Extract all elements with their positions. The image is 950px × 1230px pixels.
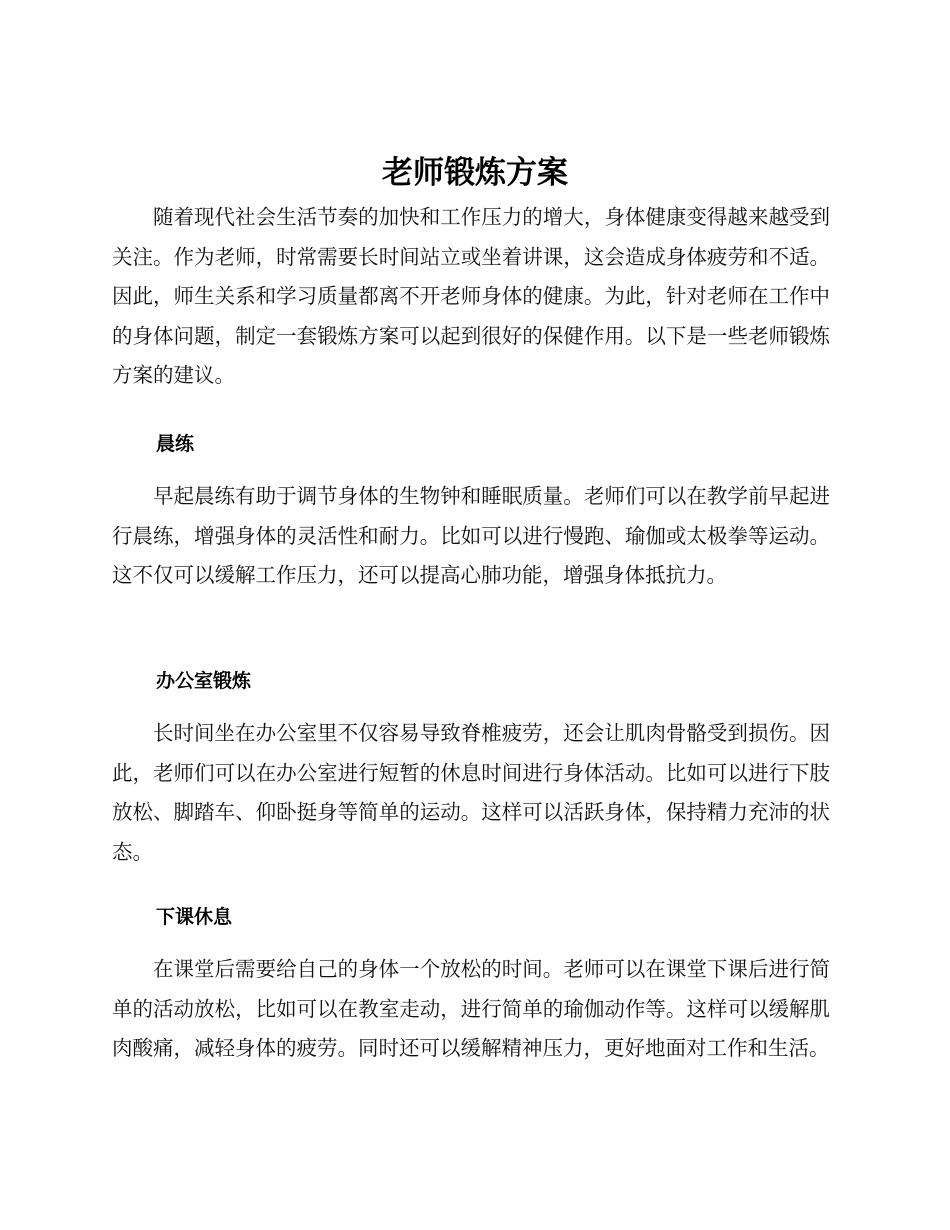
section-paragraph-morning-exercise: 早起晨练有助于调节身体的生物钟和睡眠质量。老师们可以在教学前早起进行晨练，增强身体的灵活性和耐力。比如可以进行慢跑、瑜伽或太极拳等运动。这不仅可以缓解工作压力，还可以提高心肺功能，增强身体抵抗力。 [112, 484, 830, 588]
section-paragraph-office-exercise: 长时间坐在办公室里不仅容易导致脊椎疲劳，还会让肌肉骨骼受到损伤。因此，老师们可以在办公室进行短暂的休息时间进行身体活动。比如可以进行下肢放松、脚踏车、仰卧挺身等简单的运动。这样可以活跃身体，保持精力充沛的状态。 [112, 721, 830, 864]
intro-paragraph: 随着现代社会生活节奏的加快和工作压力的增大，身体健康变得越来越受到关注。作为老师，时常需要长时间站立或坐着讲课，这会造成身体疲劳和不适。因此，师生关系和学习质量都离不开老师身体的健康。为此，针对老师在工作中的身体问题，制定一套锻炼方案可以起到很好的保健作用。以下是一些老师锻炼方案的建议。 [112, 205, 830, 388]
section-paragraph-after-class-rest: 在课堂后需要给自己的身体一个放松的时间。老师可以在课堂下课后进行简单的活动放松，比如可以在教室走动，进行简单的瑜伽动作等。这样可以缓解肌肉酸痛，减轻身体的疲劳。同时还可以缓解精神压力，更好地面对工作和生活。 [112, 957, 830, 1061]
section-heading-morning-exercise: 晨练 [156, 433, 195, 455]
section-heading-after-class-rest: 下课休息 [156, 906, 233, 928]
document-title: 老师锻炼方案 [382, 155, 568, 191]
section-heading-office-exercise: 办公室锻炼 [156, 670, 252, 692]
